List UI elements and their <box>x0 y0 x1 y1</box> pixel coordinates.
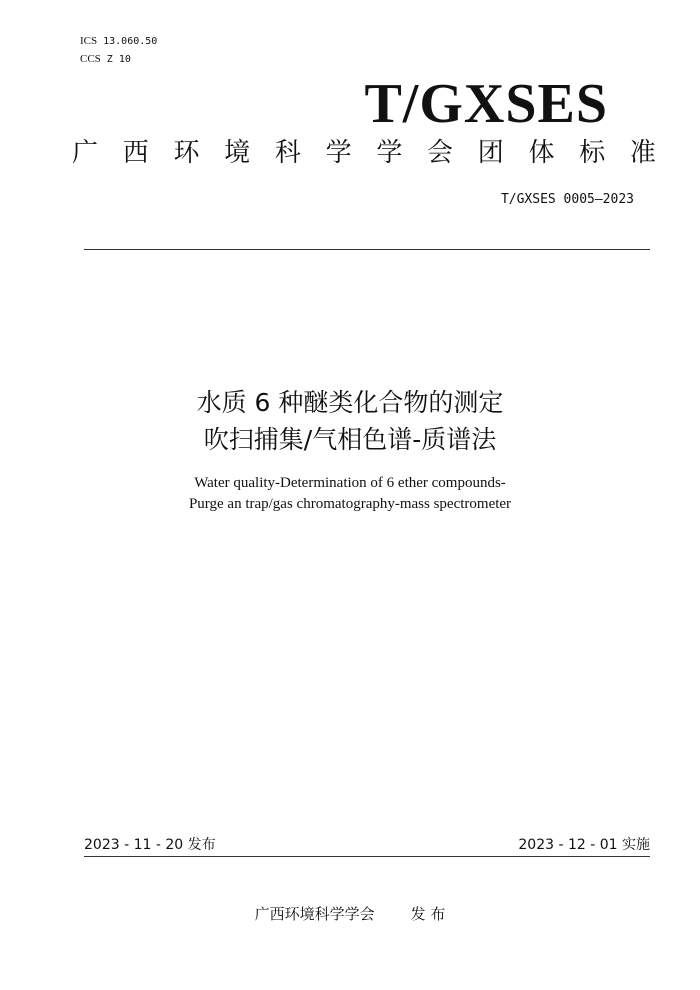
footer-divider <box>84 856 650 857</box>
org-title-char: 科 <box>274 138 301 168</box>
ccs-label: CCS <box>80 53 101 65</box>
ics-value: 13.060.50 <box>103 36 158 47</box>
publisher-line <box>0 904 700 924</box>
standard-number: T/GXSES 0005—2023 <box>500 192 634 207</box>
title-en-line1: Water quality-Determination of 6 ether compounds- <box>194 475 506 491</box>
org-title-char: 学 <box>325 138 352 168</box>
standard-logo-text: T/GXSES <box>364 73 608 135</box>
org-title-char: 环 <box>173 138 200 168</box>
header-divider <box>84 249 650 250</box>
publisher-action: 发 布 <box>410 905 446 923</box>
ics-code <box>80 35 157 48</box>
ics-label: ICS <box>80 35 98 47</box>
ccs-code <box>80 53 131 66</box>
issue-date: 2023 - 11 - 20 发布 <box>84 837 216 853</box>
ccs-value: Z 10 <box>106 54 131 65</box>
org-title-char: 境 <box>224 138 251 168</box>
org-title-char: 广 <box>72 138 99 168</box>
publisher-name: 广西环境科学学会 <box>254 905 375 923</box>
org-title-char: 准 <box>629 138 656 168</box>
title-en-line2: Purge an trap/gas chromatography-mass spectrometer <box>188 496 512 512</box>
implementation-date: 2023 - 12 - 01 实施 <box>518 837 650 853</box>
org-title-char: 体 <box>528 138 555 168</box>
org-title-char: 会 <box>427 138 454 168</box>
org-standard-title <box>72 133 656 173</box>
org-title-char: 团 <box>477 138 504 168</box>
title-zh-line2: 吹扫捕集/气相色谱-质谱法 <box>203 425 497 454</box>
title-zh-line1: 水质 6 种醚类化合物的测定 <box>196 388 504 417</box>
org-title-char: 西 <box>122 138 149 168</box>
org-title-char: 标 <box>579 138 606 168</box>
org-title-char: 学 <box>376 138 403 168</box>
